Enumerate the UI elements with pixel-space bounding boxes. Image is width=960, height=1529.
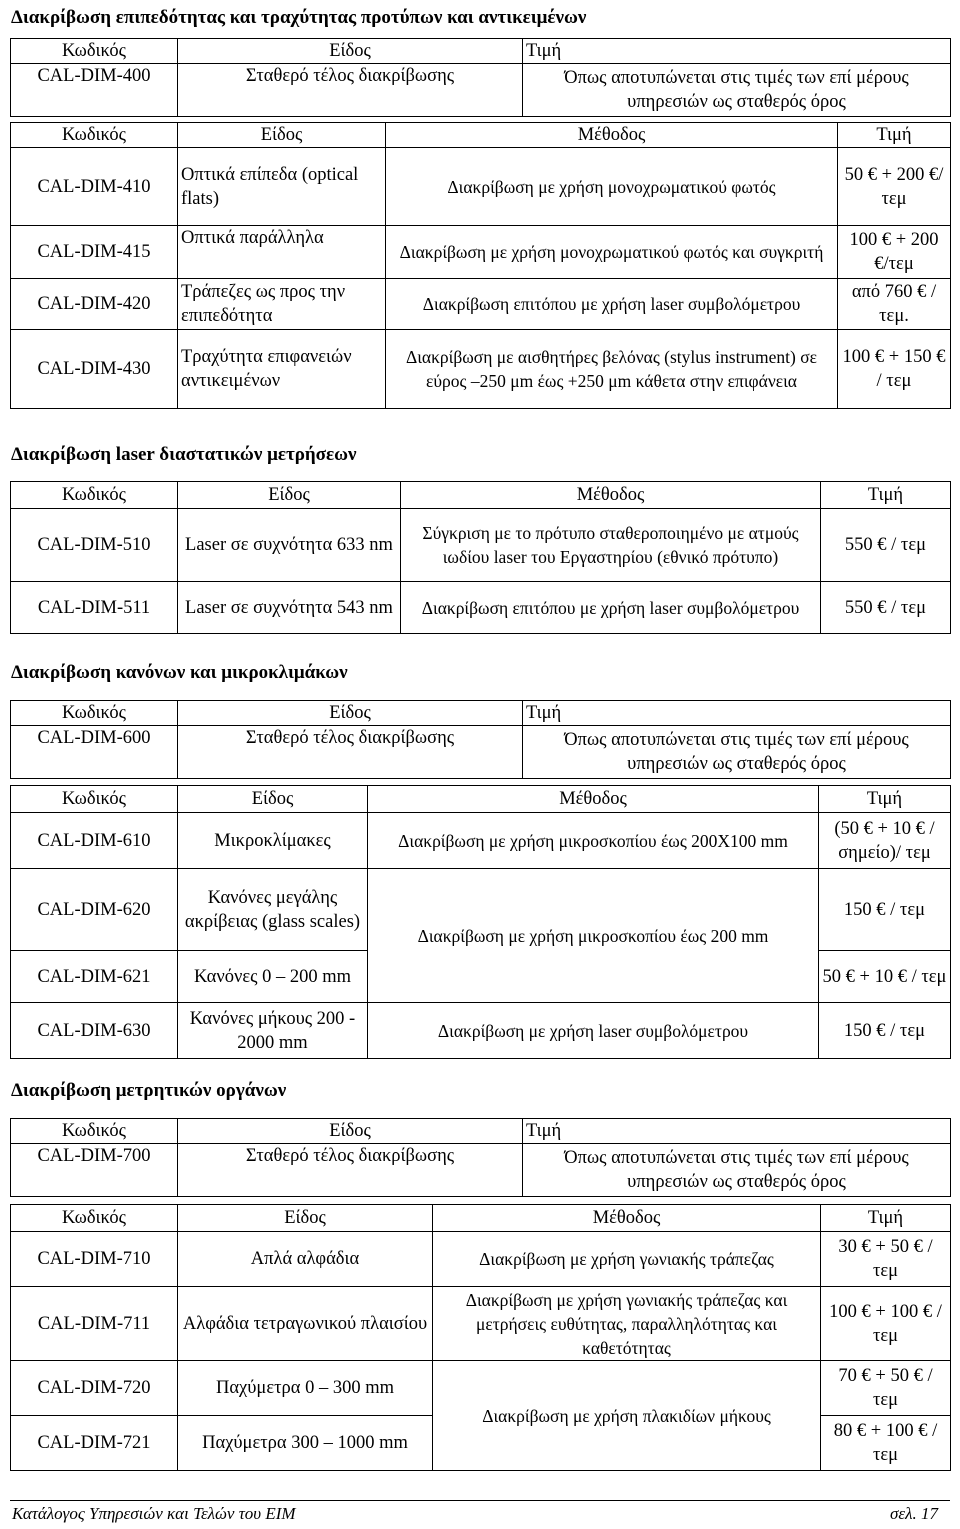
cell-price: Όπως αποτυπώνεται στις τιμές των επί μέρους υπηρεσιών ως σταθερός όρος: [523, 726, 951, 779]
cell-kind: Τράπεζες ως προς την επιπεδότητα: [178, 279, 386, 330]
fixed-fee-table: [10, 1118, 951, 1197]
table-row: [11, 1287, 951, 1361]
methods-table: [10, 785, 951, 1059]
header-kind: Είδος: [178, 482, 401, 509]
header-price: Τιμή: [523, 39, 951, 64]
header-kind: Είδος: [178, 39, 523, 64]
fixed-fee-table: [10, 700, 951, 779]
header-kind: Είδος: [178, 1205, 433, 1232]
header-price: Τιμή: [821, 482, 951, 509]
cell-code: CAL-DIM-620: [11, 869, 178, 951]
header-method: Μέθοδος: [368, 786, 819, 813]
table-row: [11, 148, 951, 226]
methods-table: [10, 481, 951, 634]
cell-code: CAL-DIM-415: [11, 226, 178, 279]
table-row: [11, 813, 951, 869]
header-kind: Είδος: [178, 1119, 523, 1144]
cell-method: Σύγκριση με το πρότυπο σταθεροποιημένο με ατμούς ιωδίου laser του Εργαστηρίου (εθνικό πρότυπο): [401, 509, 821, 582]
cell-code: CAL-DIM-621: [11, 951, 178, 1003]
cell-price: 30 € + 50 € / τεμ: [821, 1232, 951, 1287]
cell-kind: Σταθερό τέλος διακρίβωσης: [178, 64, 523, 117]
cell-price: 150 € / τεμ: [819, 1003, 951, 1059]
cell-price: 150 € / τεμ: [819, 869, 951, 951]
cell-kind: Απλά αλφάδια: [178, 1232, 433, 1287]
footer-catalog-title: Κατάλογος Υπηρεσιών και Τελών του ΕΙΜ: [12, 1504, 296, 1523]
table-row: [11, 582, 951, 634]
cell-price: 550 € / τεμ: [821, 509, 951, 582]
header-method: Μέθοδος: [401, 482, 821, 509]
header-code: Κωδικός: [11, 1119, 178, 1144]
cell-method: Διακρίβωση με χρήση γωνιακής τράπεζας και μετρήσεις ευθύτητας, παραλληλότητας και καθετότητας: [433, 1287, 821, 1361]
header-code: Κωδικός: [11, 123, 178, 148]
methods-table: [10, 1204, 951, 1471]
header-code: Κωδικός: [11, 482, 178, 509]
table-row: [11, 330, 951, 409]
section-title: Διακρίβωση μετρητικών οργάνων: [11, 1080, 287, 1101]
cell-code: CAL-DIM-700: [11, 1144, 178, 1197]
cell-code: CAL-DIM-511: [11, 582, 178, 634]
cell-kind: Laser σε συχνότητα 633 nm: [178, 509, 401, 582]
fixed-fee-table: [10, 38, 951, 117]
table-row: [11, 869, 951, 951]
cell-method: Διακρίβωση με χρήση μονοχρωματικού φωτός: [386, 148, 838, 226]
cell-code: CAL-DIM-710: [11, 1232, 178, 1287]
section-title: Διακρίβωση laser διαστατικών μετρήσεων: [11, 444, 357, 465]
header-method: Μέθοδος: [386, 123, 838, 148]
cell-price: 50 € + 10 € / τεμ: [819, 951, 951, 1003]
cell-code: CAL-DIM-720: [11, 1361, 178, 1416]
cell-code: CAL-DIM-510: [11, 509, 178, 582]
header-code: Κωδικός: [11, 1205, 178, 1232]
cell-kind: Κανόνες 0 – 200 mm: [178, 951, 368, 1003]
cell-code: CAL-DIM-721: [11, 1416, 178, 1471]
header-code: Κωδικός: [11, 786, 178, 813]
cell-price: 70 € + 50 € / τεμ: [821, 1361, 951, 1416]
header-method: Μέθοδος: [433, 1205, 821, 1232]
cell-kind: Laser σε συχνότητα 543 nm: [178, 582, 401, 634]
cell-price: Όπως αποτυπώνεται στις τιμές των επί μέρους υπηρεσιών ως σταθερός όρος: [523, 1144, 951, 1197]
section-title: Διακρίβωση επιπεδότητας και τραχύτητας προτύπων και αντικειμένων: [11, 7, 587, 28]
cell-kind: Κανόνες μήκους 200 - 2000 mm: [178, 1003, 368, 1059]
header-code: Κωδικός: [11, 39, 178, 64]
cell-kind: Σταθερό τέλος διακρίβωσης: [178, 726, 523, 779]
header-code: Κωδικός: [11, 701, 178, 726]
table-row: [11, 279, 951, 330]
cell-kind: Οπτικά επίπεδα (optical flats): [178, 148, 386, 226]
cell-method: Διακρίβωση με χρήση πλακιδίων μήκους: [433, 1361, 821, 1471]
cell-method: Διακρίβωση επιτόπου με χρήση laser συμβολόμετρου: [401, 582, 821, 634]
cell-kind: Οπτικά παράλληλα: [178, 226, 386, 279]
cell-kind: Παχύμετρα 0 – 300 mm: [178, 1361, 433, 1416]
cell-price: 50 € + 200 €/τεμ: [838, 148, 951, 226]
cell-kind: Σταθερό τέλος διακρίβωσης: [178, 1144, 523, 1197]
header-kind: Είδος: [178, 786, 368, 813]
cell-method: Διακρίβωση με αισθητήρες βελόνας (stylus instrument) σε εύρος –250 μm έως +250 μm κάθετα στην επιφάνεια: [386, 330, 838, 409]
section-title: Διακρίβωση κανόνων και μικροκλιμάκων: [11, 662, 348, 683]
page-footer: [10, 1500, 950, 1523]
cell-code: CAL-DIM-711: [11, 1287, 178, 1361]
cell-method: Διακρίβωση επιτόπου με χρήση laser συμβολόμετρου: [386, 279, 838, 330]
header-price: Τιμή: [838, 123, 951, 148]
table-row: [11, 509, 951, 582]
cell-price: 100 € + 150 € / τεμ: [838, 330, 951, 409]
header-kind: Είδος: [178, 123, 386, 148]
cell-kind: Μικροκλίμακες: [178, 813, 368, 869]
table-row: [11, 226, 951, 279]
cell-code: CAL-DIM-610: [11, 813, 178, 869]
header-price: Τιμή: [523, 1119, 951, 1144]
cell-kind: Αλφάδια τετραγωνικού πλαισίου: [178, 1287, 433, 1361]
cell-price: Όπως αποτυπώνεται στις τιμές των επί μέρους υπηρεσιών ως σταθερός όρος: [523, 64, 951, 117]
cell-code: CAL-DIM-410: [11, 148, 178, 226]
cell-code: CAL-DIM-400: [11, 64, 178, 117]
cell-method: Διακρίβωση με χρήση μικροσκοπίου έως 200 mm: [368, 869, 819, 1003]
cell-price: 100 € + 100 € / τεμ: [821, 1287, 951, 1361]
table-row: [11, 1361, 951, 1416]
header-kind: Είδος: [178, 701, 523, 726]
cell-kind: Κανόνες μεγάλης ακρίβειας (glass scales): [178, 869, 368, 951]
cell-price: 100 € + 200 €/τεμ: [838, 226, 951, 279]
cell-price: 80 € + 100 € / τεμ: [821, 1416, 951, 1471]
cell-method: Διακρίβωση με χρήση μονοχρωματικού φωτός και συγκριτή: [386, 226, 838, 279]
cell-price: (50 € + 10 € / σημείο)/ τεμ: [819, 813, 951, 869]
table-row: [11, 1003, 951, 1059]
cell-method: Διακρίβωση με χρήση μικροσκοπίου έως 200Χ100 mm: [368, 813, 819, 869]
header-price: Τιμή: [523, 701, 951, 726]
header-price: Τιμή: [821, 1205, 951, 1232]
footer-page-number: σελ. 17: [890, 1504, 938, 1523]
cell-method: Διακρίβωση με χρήση laser συμβολόμετρου: [368, 1003, 819, 1059]
cell-code: CAL-DIM-630: [11, 1003, 178, 1059]
cell-kind: Τραχύτητα επιφανειών αντικειμένων: [178, 330, 386, 409]
methods-table: [10, 122, 951, 409]
cell-method: Διακρίβωση με χρήση γωνιακής τράπεζας: [433, 1232, 821, 1287]
cell-code: CAL-DIM-600: [11, 726, 178, 779]
cell-kind: Παχύμετρα 300 – 1000 mm: [178, 1416, 433, 1471]
cell-price: από 760 € / τεμ.: [838, 279, 951, 330]
table-row: [11, 1232, 951, 1287]
cell-code: CAL-DIM-430: [11, 330, 178, 409]
cell-price: 550 € / τεμ: [821, 582, 951, 634]
header-price: Τιμή: [819, 786, 951, 813]
cell-code: CAL-DIM-420: [11, 279, 178, 330]
